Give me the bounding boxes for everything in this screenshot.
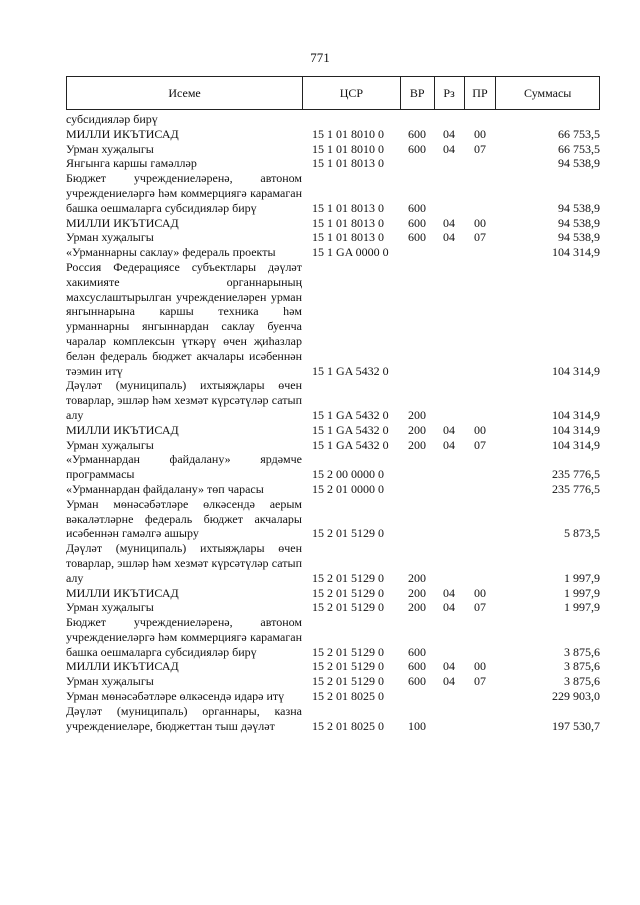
cell-csr: 15 2 01 0000 0 xyxy=(312,481,384,496)
cell-rz: 04 xyxy=(443,600,455,615)
cell-vr: 600 xyxy=(408,200,426,215)
cell-rz: 04 xyxy=(443,674,455,689)
table-row xyxy=(66,615,600,659)
cell-sum: 94 538,9 xyxy=(558,156,600,171)
cell-rz: 04 xyxy=(443,126,455,141)
cell-csr: 15 1 01 8013 0 xyxy=(312,215,384,230)
cell-name: Урман хуҗалыгы xyxy=(66,437,154,452)
cell-csr: 15 2 01 5129 0 xyxy=(312,570,384,585)
cell-rz: 04 xyxy=(443,437,455,452)
table-row xyxy=(66,704,600,734)
cell-pr: 07 xyxy=(474,674,486,689)
header-vr: ВР xyxy=(400,77,434,109)
cell-pr: 07 xyxy=(474,141,486,156)
table-row xyxy=(66,423,600,438)
cell-name: Урман мөнәсәбәтләре өлкәсендә идарә итү xyxy=(66,689,285,704)
cell-vr: 600 xyxy=(408,126,426,141)
table-row xyxy=(66,659,600,674)
cell-pr: 00 xyxy=(474,422,486,437)
table-row xyxy=(66,482,600,497)
cell-name: «Урманнарны саклау» федераль проекты xyxy=(66,245,276,260)
cell-vr: 600 xyxy=(408,659,426,674)
cell-name: Дәүләт (муниципаль) органнары, казна учреждениеләре, бюджеттан тыш дәүләт xyxy=(66,703,302,733)
cell-sum: 235 776,5 xyxy=(552,467,600,482)
cell-sum: 104 314,9 xyxy=(552,437,600,452)
cell-name: Урман хуҗалыгы xyxy=(66,141,154,156)
cell-name: Россия Федерациясе субъектлары дәүләт хакимияте органнарының махсуслаштырылган учреждениеләрен урман янгыннарына каршы техника һәм урманнарны янгыннардан саклау буенча чаралар комплексын үткәрү өчен җиһазлар белән федераль бюджет акчалары исәбеннән тәэмин итү xyxy=(66,259,302,378)
table-row xyxy=(66,378,600,422)
cell-pr: 07 xyxy=(474,230,486,245)
cell-sum: 3 875,6 xyxy=(564,659,600,674)
cell-name: Урман мөнәсәбәтләре өлкәсендә аерым вәкаләтләрне федераль бюджет акчалары исәбеннән гамәлгә ашыру xyxy=(66,496,302,541)
cell-name: Бюджет учреждениеләренә, автоном учреждениеләргә һәм коммерциягә карамаган башка оешмаларга субсидияләр бирү xyxy=(66,615,302,659)
cell-sum: 94 538,9 xyxy=(558,215,600,230)
cell-name: Урман хуҗалыгы xyxy=(66,600,154,615)
table-row xyxy=(66,230,600,245)
cell-csr: 15 1 01 8010 0 xyxy=(312,141,384,156)
header-csr: ЦСР xyxy=(302,77,400,109)
cell-csr: 15 2 01 8025 0 xyxy=(312,718,384,733)
cell-sum: 3 875,6 xyxy=(564,674,600,689)
cell-rz: 04 xyxy=(443,422,455,437)
cell-vr: 600 xyxy=(408,674,426,689)
table-row xyxy=(66,600,600,615)
cell-csr: 15 2 01 5129 0 xyxy=(312,526,384,541)
cell-name: Дәүләт (муниципаль) ихтыяҗлары өчен товарлар, эшләр һәм хезмәт күрсәтүләр сатып алу xyxy=(66,378,302,422)
cell-vr: 600 xyxy=(408,215,426,230)
cell-csr: 15 2 01 8025 0 xyxy=(312,689,384,704)
cell-name: Урман хуҗалыгы xyxy=(66,674,154,689)
cell-sum: 104 314,9 xyxy=(552,363,600,378)
cell-sum: 66 753,5 xyxy=(558,126,600,141)
table-row xyxy=(66,438,600,453)
cell-csr: 15 1 01 8013 0 xyxy=(312,156,384,171)
cell-rz: 04 xyxy=(443,215,455,230)
table-row xyxy=(66,541,600,585)
cell-csr: 15 1 GA 5432 0 xyxy=(312,363,389,378)
table-body xyxy=(66,112,600,733)
cell-sum: 104 314,9 xyxy=(552,407,600,422)
cell-sum: 66 753,5 xyxy=(558,141,600,156)
table-row xyxy=(66,260,600,378)
cell-csr: 15 2 01 5129 0 xyxy=(312,659,384,674)
cell-csr: 15 2 01 5129 0 xyxy=(312,644,384,659)
table-row xyxy=(66,497,600,541)
table-row xyxy=(66,452,600,482)
table-row xyxy=(66,586,600,601)
cell-name: Дәүләт (муниципаль) ихтыяҗлары өчен товарлар, эшләр һәм хезмәт күрсәтүләр сатып алу xyxy=(66,541,302,585)
table-row xyxy=(66,142,600,157)
cell-sum: 1 997,9 xyxy=(564,585,600,600)
header-rz: Рз xyxy=(434,77,464,109)
cell-sum: 104 314,9 xyxy=(552,245,600,260)
header-pr: ПР xyxy=(464,77,496,109)
cell-csr: 15 2 01 5129 0 xyxy=(312,674,384,689)
cell-vr: 200 xyxy=(408,422,426,437)
cell-pr: 00 xyxy=(474,659,486,674)
cell-vr: 600 xyxy=(408,230,426,245)
cell-sum: 197 530,7 xyxy=(552,718,600,733)
cell-sum: 229 903,0 xyxy=(552,689,600,704)
cell-rz: 04 xyxy=(443,141,455,156)
cell-sum: 94 538,9 xyxy=(558,230,600,245)
cell-pr: 07 xyxy=(474,437,486,452)
table-row xyxy=(66,156,600,171)
header-sum: Суммасы xyxy=(495,77,599,109)
cell-name: МИЛЛИ ИКЪТИСАД xyxy=(66,422,179,437)
cell-vr: 600 xyxy=(408,141,426,156)
table-row xyxy=(66,216,600,231)
cell-csr: 15 2 00 0000 0 xyxy=(312,467,384,482)
cell-csr: 15 2 01 5129 0 xyxy=(312,600,384,615)
table-row xyxy=(66,674,600,689)
cell-vr: 200 xyxy=(408,437,426,452)
cell-sum: 3 875,6 xyxy=(564,644,600,659)
cell-pr: 07 xyxy=(474,600,486,615)
cell-pr: 00 xyxy=(474,126,486,141)
cell-csr: 15 2 01 5129 0 xyxy=(312,585,384,600)
cell-name: субсидияләр бирү xyxy=(66,112,158,126)
cell-vr: 600 xyxy=(408,644,426,659)
table-header xyxy=(66,76,600,110)
cell-name: МИЛЛИ ИКЪТИСАД xyxy=(66,659,179,674)
cell-vr: 200 xyxy=(408,570,426,585)
cell-name: «Урманнардан файдалану» ярдәмче программасы xyxy=(66,452,302,482)
cell-rz: 04 xyxy=(443,659,455,674)
cell-csr: 15 1 GA 0000 0 xyxy=(312,245,389,260)
cell-rz: 04 xyxy=(443,585,455,600)
cell-csr: 15 1 01 8010 0 xyxy=(312,126,384,141)
cell-name: МИЛЛИ ИКЪТИСАД xyxy=(66,126,179,141)
cell-sum: 1 997,9 xyxy=(564,570,600,585)
cell-sum: 104 314,9 xyxy=(552,422,600,437)
cell-csr: 15 1 GA 5432 0 xyxy=(312,437,389,452)
cell-csr: 15 1 01 8013 0 xyxy=(312,200,384,215)
cell-name: Бюджет учреждениеләренә, автоном учреждениеләргә һәм коммерциягә карамаган башка оешмаларга субсидияләр бирү xyxy=(66,171,302,215)
header-name: Исеме xyxy=(168,85,201,100)
cell-pr: 00 xyxy=(474,585,486,600)
cell-vr: 200 xyxy=(408,585,426,600)
cell-name: МИЛЛИ ИКЪТИСАД xyxy=(66,215,179,230)
cell-name: Янгынга каршы гамәлләр xyxy=(66,156,197,171)
table-row xyxy=(66,127,600,142)
table-row xyxy=(66,171,600,215)
cell-sum: 235 776,5 xyxy=(552,481,600,496)
cell-sum: 5 873,5 xyxy=(564,526,600,541)
table-row xyxy=(66,245,600,260)
table-row xyxy=(66,689,600,704)
cell-csr: 15 1 GA 5432 0 xyxy=(312,422,389,437)
cell-rz: 04 xyxy=(443,230,455,245)
cell-vr: 200 xyxy=(408,600,426,615)
cell-vr: 200 xyxy=(408,407,426,422)
cell-csr: 15 1 GA 5432 0 xyxy=(312,407,389,422)
cell-pr: 00 xyxy=(474,215,486,230)
page-number: 771 xyxy=(310,50,330,65)
table-row xyxy=(66,112,600,127)
cell-name: «Урманнардан файдалану» төп чарасы xyxy=(66,481,264,496)
cell-sum: 1 997,9 xyxy=(564,600,600,615)
cell-name: МИЛЛИ ИКЪТИСАД xyxy=(66,585,179,600)
cell-sum: 94 538,9 xyxy=(558,200,600,215)
cell-name: Урман хуҗалыгы xyxy=(66,230,154,245)
cell-csr: 15 1 01 8013 0 xyxy=(312,230,384,245)
cell-vr: 100 xyxy=(408,718,426,733)
